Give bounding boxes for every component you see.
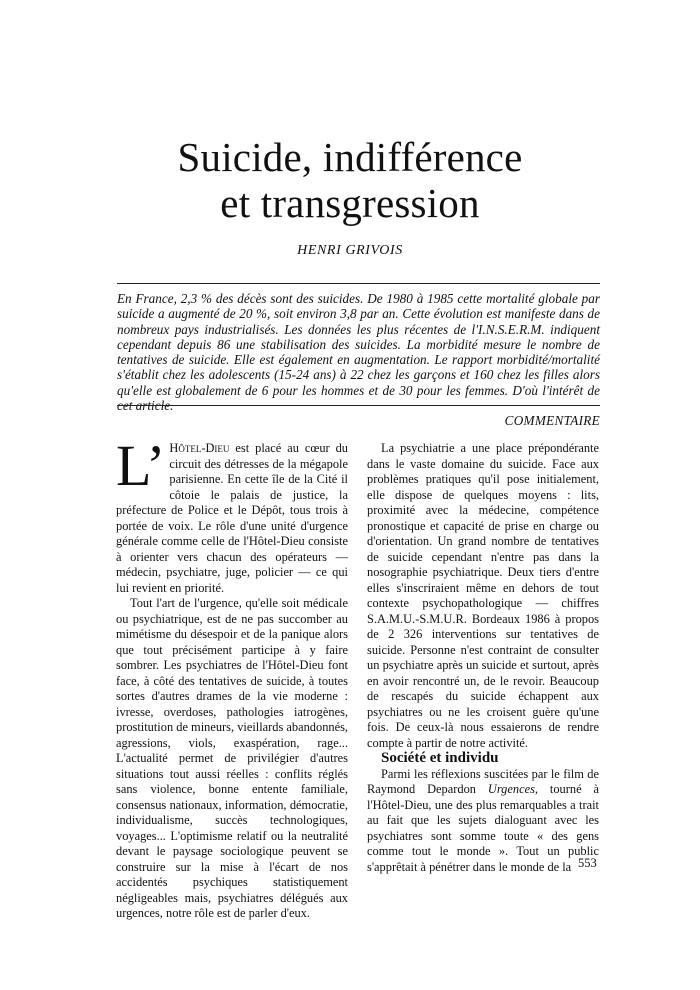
lead-smallcaps: Hôtel-Dieu [169,441,230,455]
abstract-text: En France, 2,3 % des décès sont des suicides. De 1980 à 1985 cette mortalité globale par suicide a augmenté de 20 %, soit environ 3,8 par an. Cette évolution est manifeste dans de nombreux pays industrialisés. Les données les plus récentes de l'I.N.S.E.R.M. indiquent cependant depuis 86 une stabilisation des suicides. La morbidité mesure le nombre de tentatives de suicide. Elle est également en augmentation. Le rapport morbidité/mortalité s'établit chez les adolescents (15-24 ans) à 22 chez les garçons et 160 chez les filles alors qu'elle est globalement de 6 pour les hommes et de 30 pour les femmes. D'où l'intérêt de cet article. [117,291,600,414]
abstract-tag: COMMENTAIRE [504,413,600,429]
article-title [0,134,700,226]
abstract-bottom-rule [117,405,600,406]
paragraph-4-text-a: Parmi les réflexions suscitées par le film de Raymond Depardon [367,766,599,796]
abstract-top-rule [117,283,600,284]
paragraph-4-text-b: , tourné à l'Hôtel-Dieu, une des plus remarquables a trait au fait que les sujets dialoguant avec les psychiatres sont somme toute « des gens comme tout le monde ». Tout un public s'apprêtait à pénétrer dans le monde de la [367,782,599,874]
left-column [116,433,348,922]
paragraph-1-text: est placé au cœur du circuit des détresses de la mégapole parisienne. En cette île de la Cité il côtoie le palais de justice, la préfecture de Police et le Dépôt, tous trois à portée de voix. Le rôle d'une unité d'urgence générale comme celle de l'Hôtel-Dieu consiste à orienter vers chacun des opérateurs — médecin, psychiatre, juge, policier — ce qui lui revient en priorité. [116,441,348,595]
author-name: HENRI GRIVOIS [297,243,403,258]
paragraph-4 [367,767,599,876]
drop-cap: L’ [116,433,166,498]
title-line-2: et transgression [220,180,480,226]
right-column [367,441,599,875]
paragraph-2: Tout l'art de l'urgence, qu'elle soit médicale ou psychiatrique, est de ne pas succomber au mimétisme du désespoir et de la panique alors que tout précisément participe à y faire sombrer. Les psychiatres de l'Hôtel-Dieu font face, à côté des tentatives de suicide, à toutes sortes d'autres drames de la vie moderne : ivresse, overdoses, pathologies iatrogènes, prostitution de mineurs, vieillards abandonnés, agressions, viols, exaspération, rage... L'actualité permet de privilégier d'autres situations tout aussi réelles : conflits réglés sans violence, bonne entente familiale, consensus nationaux, information, démocratie, individualisme, succès technologiques, voyages... L'optimisme relatif ou la neutralité devant le paysage sociologique peuvent se construire sur la mise à l'écart de nos accidentés psychiques statistiquement négligeables mais, psychiatres délégués aux urgences, notre rôle est de parler d'eux. [116,596,348,920]
page-number: 553 [578,856,597,870]
film-title: Urgences [487,782,535,796]
paragraph-3: La psychiatrie a une place prépondérante dans le vaste domaine du suicide. Face aux problèmes pratiques qu'il pose initialement, elle dispose de quelques moyens : lits, proximité avec la médecine, compétence pronostique et capacité de prise en charge ou d'orientation. Un grand nombre de tentatives de suicide cependant n'entre pas dans la nosographie psychiatrique. Deux tiers d'entre elles s'inscriraient même en dehors de tout contexte psychopathologique — chiffres S.A.M.U.-S.M.U.R. Bordeaux 1986 à propos de 2 326 interventions sur tentatives de suicide. Personne n'est contraint de consulter un psychiatre après un suicide et surtout, après en avoir rencontré un, de le revoir. Beaucoup de rescapés du suicide échappent aux psychiatres ou ne les croisent guère qu'une fois. De ceux-là nous essaierons de rendre compte à partir de notre activité. [367,441,599,750]
abstract-box [117,291,600,429]
paragraph-1 [116,433,348,596]
title-line-1: Suicide, indifférence [177,134,523,180]
section-heading: Société et individu [381,750,499,766]
